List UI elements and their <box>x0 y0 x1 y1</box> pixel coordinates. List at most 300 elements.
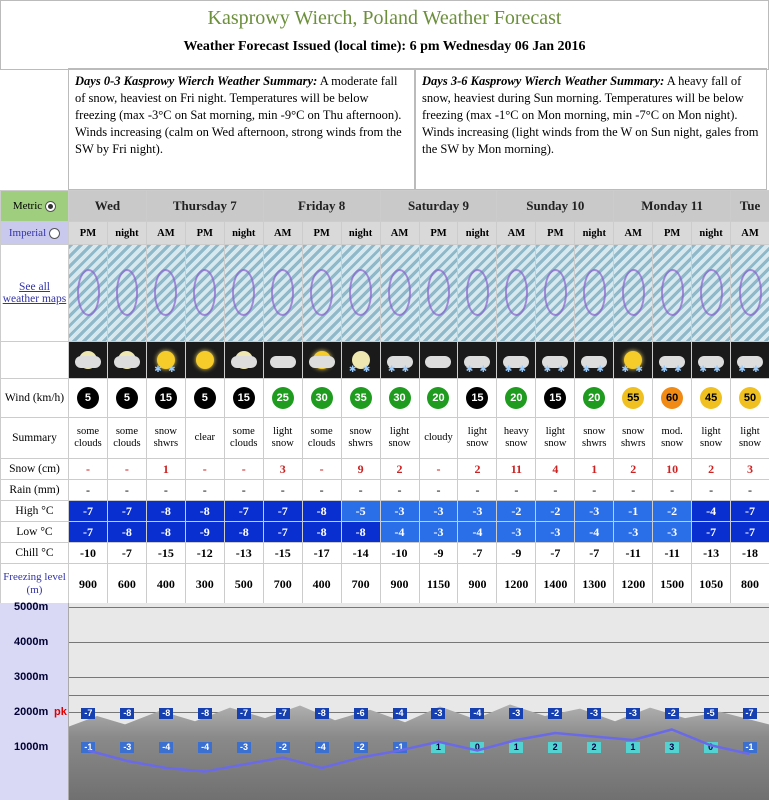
period-header: PM <box>185 222 224 245</box>
low-temp-cell: -3 <box>653 522 692 543</box>
snow-cell: 4 <box>536 459 575 480</box>
peak-temp-tag: -4 <box>393 708 407 719</box>
weather-map-image[interactable] <box>69 245 107 341</box>
summary-line-2: shwrs <box>620 438 646 449</box>
wind-speed-icon: 5 <box>194 387 216 409</box>
base-temp-tag: 1 <box>431 742 445 753</box>
high-temp-cell: -7 <box>107 501 146 522</box>
base-temp-tag: 1 <box>626 742 640 753</box>
peak-temp-tag: -2 <box>548 708 562 719</box>
snowflake-shape: ✱ ✱ <box>660 364 684 374</box>
weather-map-thumb[interactable] <box>536 245 575 342</box>
weather-map-thumb[interactable] <box>380 245 419 342</box>
wind-cell <box>69 379 108 418</box>
rain-cell: - <box>380 480 419 501</box>
summary-line-1: light <box>389 426 410 437</box>
altitude-label: 1000m <box>14 741 49 753</box>
summary-line-2: clouds <box>113 438 141 449</box>
wind-cell <box>497 379 536 418</box>
high-temp-cell: -1 <box>614 501 653 522</box>
freezing-level-cell: 600 <box>107 564 146 605</box>
period-header: night <box>575 222 614 245</box>
summary-cell <box>458 418 497 459</box>
summary-line-1: mod. <box>661 426 683 437</box>
chill-cell: -13 <box>224 543 263 564</box>
weather-maps-link[interactable]: See all weather maps <box>2 281 67 305</box>
high-temp-cell: -7 <box>731 501 769 522</box>
wind-speed-icon: 20 <box>427 387 449 409</box>
day-header: Tue <box>731 191 769 222</box>
weather-map-thumb[interactable] <box>263 245 302 342</box>
period-header: PM <box>653 222 692 245</box>
weather-map-image[interactable] <box>108 245 146 341</box>
base-temp-tag: -4 <box>159 742 173 753</box>
summary-line-1: light <box>545 426 565 437</box>
chill-cell: -9 <box>419 543 458 564</box>
summary-cell <box>341 418 380 459</box>
base-temp-tag: -4 <box>198 742 212 753</box>
snowflake-shape: ✱ ✱ <box>504 364 529 374</box>
freezing-level-cell: 1150 <box>419 564 458 605</box>
wind-cell <box>185 379 224 418</box>
snow-cell: 2 <box>614 459 653 480</box>
wind-cell <box>653 379 692 418</box>
low-temp-cell: -7 <box>731 522 769 543</box>
low-temp-cell: -8 <box>341 522 380 543</box>
moon-cloud-icon <box>108 342 146 378</box>
weather-map-thumb[interactable] <box>614 245 653 342</box>
summary-cell <box>380 418 419 459</box>
snowflake-shape: ✱ ✱ <box>621 364 645 374</box>
summary-cell <box>263 418 302 459</box>
altitude-label: 4000m <box>14 636 49 648</box>
rain-cell: - <box>692 480 731 501</box>
snow-cell: 3 <box>731 459 769 480</box>
rain-cell: - <box>731 480 769 501</box>
rain-label: Rain (mm) <box>1 480 69 501</box>
wind-cell <box>380 379 419 418</box>
wind-speed-icon: 60 <box>661 387 683 409</box>
wind-speed-icon: 30 <box>389 387 411 409</box>
summary-line-2: shwrs <box>582 438 607 449</box>
summary-line-2: clouds <box>74 438 102 449</box>
sun-shape <box>196 351 214 369</box>
moon-snow-icon <box>342 342 380 378</box>
peak-temp-tag: -7 <box>276 708 290 719</box>
summary-line-1: light <box>701 426 721 437</box>
low-temp-cell: -4 <box>575 522 614 543</box>
wind-cell <box>419 379 458 418</box>
low-temp-cell: -4 <box>458 522 497 543</box>
weather-map-image[interactable] <box>147 245 185 341</box>
weather-maps-link-cell[interactable] <box>1 245 69 342</box>
imperial-radio[interactable] <box>49 228 60 239</box>
cloud-shape <box>425 356 451 368</box>
snow-cell: 10 <box>653 459 692 480</box>
base-temp-tag: 1 <box>509 742 523 753</box>
summary-cell <box>107 418 146 459</box>
high-temp-cell: -7 <box>263 501 302 522</box>
chill-cell: -10 <box>69 543 108 564</box>
snow-cell: 2 <box>380 459 419 480</box>
low-temp-cell: -3 <box>419 522 458 543</box>
summary-days-0-3 <box>68 68 415 190</box>
snow-cell: 3 <box>263 459 302 480</box>
summary-line-1: snow <box>349 426 372 437</box>
wind-speed-icon: 15 <box>155 387 177 409</box>
summary-line-1: snow <box>154 426 177 437</box>
base-temp-tag: -1 <box>743 742 757 753</box>
freezing-level-cell: 900 <box>380 564 419 605</box>
rain-cell: - <box>419 480 458 501</box>
period-header: AM <box>731 222 769 245</box>
peak-temp-tag: -6 <box>354 708 368 719</box>
wind-cell <box>302 379 341 418</box>
day-header: Wed <box>69 191 147 222</box>
high-temp-cell: -8 <box>185 501 224 522</box>
altitude-label: 2000m <box>14 706 49 718</box>
moon-cloud-icon <box>69 342 107 378</box>
weather-map-image[interactable] <box>225 245 263 341</box>
metric-label: Metric <box>12 200 43 212</box>
issued-time: Weather Forecast Issued (local time): 6 pm Wednesday 06 Jan 2016 <box>183 39 586 54</box>
summary-right-heading: Days 3-6 Kasprowy Wierch Weather Summary: <box>422 74 665 88</box>
base-temp-tag: 3 <box>665 742 679 753</box>
summary-days-3-6 <box>415 68 767 190</box>
snow-cell: 9 <box>341 459 380 480</box>
wind-speed-icon: 25 <box>272 387 294 409</box>
weather-map-image[interactable] <box>186 245 224 341</box>
rain-cell: - <box>458 480 497 501</box>
snow-cloud-icon <box>381 342 419 378</box>
summary-left-heading: Days 0-3 Kasprowy Wierch Weather Summary: <box>75 74 318 88</box>
freezing-level-cell: 1300 <box>575 564 614 605</box>
weather-map-thumb[interactable] <box>575 245 614 342</box>
chill-cell: -7 <box>536 543 575 564</box>
wind-speed-icon: 30 <box>311 387 333 409</box>
base-temp-tag: -2 <box>354 742 368 753</box>
low-temp-cell: -8 <box>302 522 341 543</box>
base-temp-tag: -1 <box>81 742 95 753</box>
weather-icon-cell <box>575 342 614 379</box>
snow-label: Snow (cm) <box>1 459 69 480</box>
day-header: Friday 8 <box>263 191 380 222</box>
sun-icon <box>186 342 224 378</box>
weather-map-image[interactable] <box>342 245 380 341</box>
summary-line-1: snow <box>622 426 645 437</box>
high-temp-cell: -2 <box>497 501 536 522</box>
chill-cell: -7 <box>575 543 614 564</box>
weather-map-thumb[interactable] <box>692 245 731 342</box>
snow-cell: - <box>185 459 224 480</box>
wind-cell <box>341 379 380 418</box>
period-header: night <box>458 222 497 245</box>
snow-cell: - <box>107 459 146 480</box>
weather-icon-cell <box>653 342 692 379</box>
wind-label: Wind (km/h) <box>1 379 69 418</box>
wind-speed-icon: 20 <box>505 387 527 409</box>
base-temp-tag: 0 <box>470 742 484 753</box>
chill-cell: -14 <box>341 543 380 564</box>
high-temp-cell: -8 <box>302 501 341 522</box>
cloud-shape <box>270 356 296 368</box>
snow-cell: 2 <box>458 459 497 480</box>
summary-line-1: some <box>310 426 333 437</box>
weather-icon-cell <box>458 342 497 379</box>
period-header: AM <box>263 222 302 245</box>
rain-cell: - <box>614 480 653 501</box>
day-header: Saturday 9 <box>380 191 497 222</box>
summary-cell <box>497 418 536 459</box>
snowflake-shape: ✱ ✱ <box>699 364 723 374</box>
wind-cell <box>575 379 614 418</box>
period-header: PM <box>302 222 341 245</box>
weather-icon-cell <box>107 342 146 379</box>
summary-line-2: clouds <box>307 438 336 449</box>
metric-toggle[interactable] <box>1 191 69 222</box>
chill-cell: -15 <box>263 543 302 564</box>
rain-cell: - <box>107 480 146 501</box>
weather-map-thumb[interactable] <box>107 245 146 342</box>
weather-map-image[interactable] <box>381 245 419 341</box>
low-temp-cell: -8 <box>146 522 185 543</box>
weather-map-image[interactable] <box>575 245 613 341</box>
weather-map-thumb[interactable] <box>419 245 458 342</box>
day-header: Sunday 10 <box>497 191 614 222</box>
day-header: Monday 11 <box>614 191 731 222</box>
freezing-level-cell: 1200 <box>497 564 536 605</box>
snow-cell: 2 <box>692 459 731 480</box>
weather-map-image[interactable] <box>731 245 769 341</box>
rain-cell: - <box>185 480 224 501</box>
rain-cell: - <box>69 480 108 501</box>
weather-map-thumb[interactable] <box>69 245 108 342</box>
weather-icon-cell <box>302 342 341 379</box>
altitude-label: 5000m <box>14 601 49 613</box>
high-temp-cell: -3 <box>419 501 458 522</box>
freezing-level-cell: 1400 <box>536 564 575 605</box>
period-header: AM <box>380 222 419 245</box>
summary-line-2: snow <box>271 438 294 449</box>
wind-speed-icon: 5 <box>116 387 138 409</box>
weather-map-thumb[interactable] <box>302 245 341 342</box>
wind-cell <box>731 379 769 418</box>
cloud-icon <box>420 342 458 378</box>
peak-temp-tag: -3 <box>626 708 640 719</box>
icon-row-label <box>1 342 69 379</box>
snowflake-shape: ✱ ✱ <box>582 364 606 374</box>
weather-map-image[interactable] <box>692 245 730 341</box>
high-temp-cell: -5 <box>341 501 380 522</box>
low-temp-cell: -7 <box>692 522 731 543</box>
weather-map-thumb[interactable] <box>185 245 224 342</box>
peak-temp-tag: -3 <box>431 708 445 719</box>
weather-map-thumb[interactable] <box>497 245 536 342</box>
cloud-icon <box>264 342 302 378</box>
weather-icon-cell <box>692 342 731 379</box>
snow-cell: - <box>419 459 458 480</box>
high-temp-cell: -8 <box>146 501 185 522</box>
snowflake-shape: ✱ ✱ <box>543 364 567 374</box>
imperial-toggle[interactable] <box>1 222 69 245</box>
wind-cell <box>263 379 302 418</box>
peak-temp-tag: -2 <box>665 708 679 719</box>
freezing-level-polyline <box>88 730 749 772</box>
peak-temp-tag: -7 <box>237 708 251 719</box>
cloud-shape <box>309 356 335 368</box>
peak-temp-tag: -7 <box>81 708 95 719</box>
period-header: PM <box>419 222 458 245</box>
chill-cell: -15 <box>146 543 185 564</box>
moon-cloud-icon <box>225 342 263 378</box>
summary-line-2: snow <box>505 438 528 449</box>
high-temp-cell: -2 <box>653 501 692 522</box>
snowflake-shape: ✱ ✱ <box>465 364 490 374</box>
summary-line-1: snow <box>583 426 606 437</box>
summary-right-text: A heavy fall of snow, heaviest during Sun morning. Temperatures will be below freezing (max -1°C on Mon morning, min -7°C on Mon night). Winds increasing (light winds from the W on Sun night, gales from the SW by Mon morning). <box>422 74 759 156</box>
chill-cell: -12 <box>185 543 224 564</box>
wind-speed-icon: 45 <box>700 387 722 409</box>
summary-line-2: clouds <box>230 438 258 449</box>
low-temp-cell: -9 <box>185 522 224 543</box>
peak-temp-tag: -8 <box>120 708 134 719</box>
weather-map-thumb[interactable] <box>224 245 263 342</box>
freezing-level-cell: 900 <box>69 564 108 605</box>
weather-map-image[interactable] <box>303 245 341 341</box>
wind-cell <box>536 379 575 418</box>
altitude-chart <box>0 603 769 800</box>
summary-line-1: some <box>76 426 100 437</box>
weather-map-thumb[interactable] <box>341 245 380 342</box>
period-header: PM <box>69 222 108 245</box>
weather-icon-cell <box>224 342 263 379</box>
peak-temp-tag: -8 <box>159 708 173 719</box>
freezing-level-label: Freezing level (m) <box>1 564 69 605</box>
weather-icon-cell <box>380 342 419 379</box>
peak-temp-tag: -8 <box>315 708 329 719</box>
wind-speed-icon: 20 <box>583 387 605 409</box>
rain-cell: - <box>263 480 302 501</box>
summary-line-2: snow <box>661 438 684 449</box>
summary-cell <box>692 418 731 459</box>
peak-temp-tag: -7 <box>743 708 757 719</box>
wind-cell <box>146 379 185 418</box>
freezing-level-cell: 1050 <box>692 564 731 605</box>
wind-speed-icon: 15 <box>466 387 488 409</box>
weather-map-thumb[interactable] <box>653 245 692 342</box>
chill-cell: -7 <box>107 543 146 564</box>
summary-line-2: snow <box>466 438 489 449</box>
snow-cell: - <box>224 459 263 480</box>
weather-map-image[interactable] <box>420 245 458 341</box>
period-header: night <box>224 222 263 245</box>
altitude-plot <box>69 603 769 800</box>
wind-cell <box>692 379 731 418</box>
low-temp-cell: -4 <box>380 522 419 543</box>
wind-cell <box>614 379 653 418</box>
weather-map-image[interactable] <box>536 245 574 341</box>
chill-label: Chill °C <box>1 543 69 564</box>
weather-map-thumb[interactable] <box>146 245 185 342</box>
base-temp-tag: -2 <box>276 742 290 753</box>
weather-icon-cell <box>185 342 224 379</box>
summary-line-1: light <box>467 426 488 437</box>
high-temp-cell: -7 <box>224 501 263 522</box>
imperial-label: Imperial <box>8 227 47 239</box>
high-label: High °C <box>1 501 69 522</box>
summary-line-1: clear <box>194 432 215 443</box>
weather-map-image[interactable] <box>264 245 302 341</box>
snow-cloud-icon <box>731 342 769 378</box>
chill-cell: -11 <box>614 543 653 564</box>
weather-map-image[interactable] <box>653 245 691 341</box>
summary-cell <box>185 418 224 459</box>
snow-cell: 1 <box>575 459 614 480</box>
low-temp-cell: -3 <box>614 522 653 543</box>
weather-map-image[interactable] <box>497 245 535 341</box>
rain-cell: - <box>497 480 536 501</box>
rain-cell: - <box>575 480 614 501</box>
high-temp-cell: -3 <box>380 501 419 522</box>
period-header: AM <box>146 222 185 245</box>
altitude-label: 3000m <box>14 671 49 683</box>
summary-line-2: shwrs <box>348 438 373 449</box>
cloud-shape <box>231 356 257 368</box>
snowflake-shape: ✱ ✱ <box>348 364 373 374</box>
wind-cell <box>458 379 497 418</box>
wind-speed-icon: 15 <box>233 387 255 409</box>
low-temp-cell: -3 <box>536 522 575 543</box>
peak-temp-tag: -8 <box>198 708 212 719</box>
sun-snow-icon <box>147 342 185 378</box>
period-header: AM <box>614 222 653 245</box>
base-temp-tag: -3 <box>237 742 251 753</box>
weather-map-thumb[interactable] <box>458 245 497 342</box>
low-label: Low °C <box>1 522 69 543</box>
freezing-level-cell: 1200 <box>614 564 653 605</box>
summary-line-2: snow <box>738 438 762 449</box>
summary-left-text: A moderate fall of snow, heaviest on Fri night. Temperatures will be below freezing (max -3°C on Sat morning, min -9°C on Thu afternoon). Winds increasing (calm on Wed afternoon, strong winds from the SW by Fri night). <box>75 74 402 156</box>
snow-cloud-icon <box>458 342 496 378</box>
snow-cell: 11 <box>497 459 536 480</box>
snowflake-shape: ✱ ✱ <box>738 364 762 374</box>
period-header: night <box>341 222 380 245</box>
rain-cell: - <box>146 480 185 501</box>
snowflake-shape: ✱ ✱ <box>387 364 412 374</box>
high-temp-cell: -3 <box>575 501 614 522</box>
weather-map-image[interactable] <box>458 245 496 341</box>
rain-cell: - <box>302 480 341 501</box>
weather-map-thumb[interactable] <box>731 245 769 342</box>
summary-line-1: some <box>115 426 138 437</box>
rain-cell: - <box>536 480 575 501</box>
weather-icon-cell <box>536 342 575 379</box>
base-temp-tag: -1 <box>393 742 407 753</box>
peak-temp-tag: -5 <box>704 708 718 719</box>
summary-cell <box>614 418 653 459</box>
period-header: AM <box>497 222 536 245</box>
sun-cloud-icon <box>303 342 341 378</box>
weather-icon-cell <box>614 342 653 379</box>
chill-cell: -18 <box>731 543 769 564</box>
weather-map-image[interactable] <box>614 245 652 341</box>
freezing-level-cell: 800 <box>731 564 769 605</box>
low-temp-cell: -7 <box>263 522 302 543</box>
snow-cloud-icon <box>575 342 613 378</box>
snowflake-shape: ✱ ✱ <box>154 364 178 374</box>
metric-radio[interactable] <box>45 201 56 212</box>
summary-cell <box>302 418 341 459</box>
